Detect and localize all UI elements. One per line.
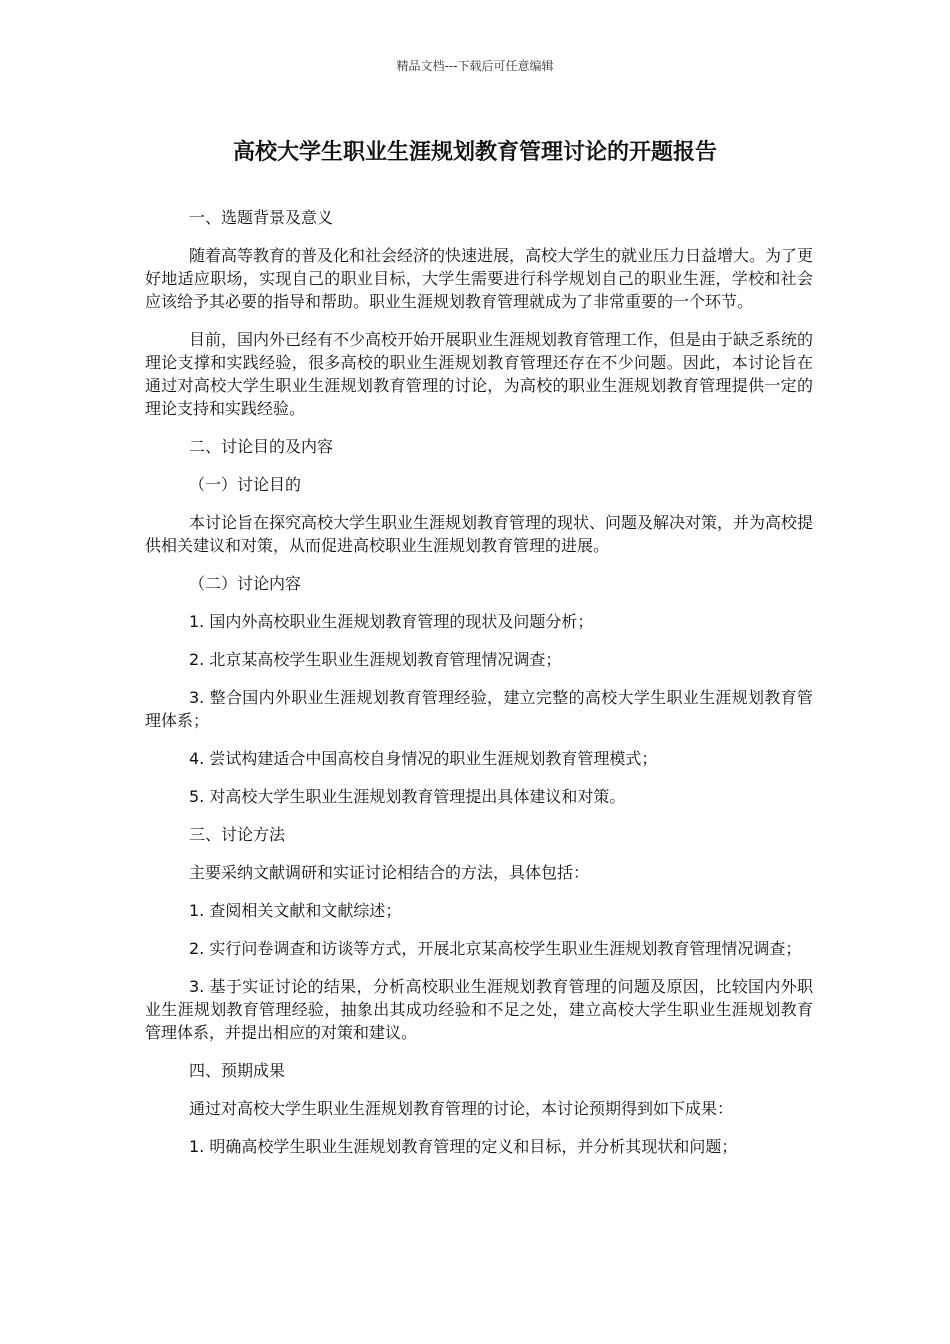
paragraph-purpose: 本讨论旨在探究高校大学生职业生涯规划教育管理的现状、问题及解决对策，并为高校提供相关建议和对策，从而促进高校职业生涯规划教育管理的进展。: [145, 513, 814, 555]
list-item-method-2: 2. 实行问卷调查和访谈等方式，开展北京某高校学生职业生涯规划教育管理情况调查；: [189, 939, 802, 958]
page-header: 精品文档---下载后可任意编辑: [396, 59, 554, 73]
section-heading-background: 一、选题背景及意义: [189, 208, 334, 227]
subheading-content: （二）讨论内容: [189, 574, 302, 593]
list-item-content-3: 3. 整合国内外职业生涯规划教育管理经验，建立完整的高校大学生职业生涯规划教育管理体系；: [145, 688, 813, 730]
section-heading-expected-results: 四、预期成果: [189, 1061, 286, 1080]
document-title: 高校大学生职业生涯规划教育管理讨论的开题报告: [232, 140, 717, 165]
list-item-content-2: 2. 北京某高校学生职业生涯规划教育管理情况调查；: [189, 650, 562, 669]
list-item-content-4: 4. 尝试构建适合中国高校自身情况的职业生涯规划教育管理模式；: [189, 749, 658, 768]
list-item-result-1: 1. 明确高校学生职业生涯规划教育管理的定义和目标，并分析其现状和问题；: [189, 1137, 738, 1156]
paragraph-background: 随着高等教育的普及化和社会经济的快速进展，高校大学生的就业压力日益增大。为了更好地适应职场，实现自己的职业目标，大学生需要进行科学规划自己的职业生涯，学校和社会应该给予其必要的指导和帮助。职业生涯规划教育管理就成为了非常重要的一个环节。: [145, 246, 814, 311]
section-heading-methods: 三、讨论方法: [189, 825, 286, 844]
list-item-content-1: 1. 国内外高校职业生涯规划教育管理的现状及问题分析；: [189, 612, 594, 631]
section-heading-purpose-content: 二、讨论目的及内容: [189, 437, 334, 456]
subheading-purpose: （一）讨论目的: [189, 475, 302, 494]
list-item-content-5: 5. 对高校大学生职业生涯规划教育管理提出具体建议和对策。: [189, 787, 626, 806]
list-item-method-3: 3. 基于实证讨论的结果，分析高校职业生涯规划教育管理的问题及原因，比较国内外职业生涯规划教育管理经验，抽象出其成功经验和不足之处，建立高校大学生职业生涯规划教育管理体系，并提出相应的对策和建议。: [145, 977, 813, 1042]
paragraph-methods: 主要采纳文献调研和实证讨论相结合的方法，具体包括：: [189, 863, 590, 882]
document-body: [145, 206, 813, 1173]
list-item-method-1: 1. 查阅相关文献和文献综述；: [189, 901, 402, 920]
paragraph-expected-results: 通过对高校大学生职业生涯规划教育管理的讨论，本讨论预期得到如下成果：: [189, 1099, 734, 1118]
paragraph-current-status: 目前，国内外已经有不少高校开始开展职业生涯规划教育管理工作，但是由于缺乏系统的理论支撑和实践经验，很多高校的职业生涯规划教育管理还存在不少问题。因此，本讨论旨在通过对高校大学生职业生涯规划教育管理的讨论，为高校的职业生涯规划教育管理提供一定的理论支持和实践经验。: [145, 330, 814, 418]
